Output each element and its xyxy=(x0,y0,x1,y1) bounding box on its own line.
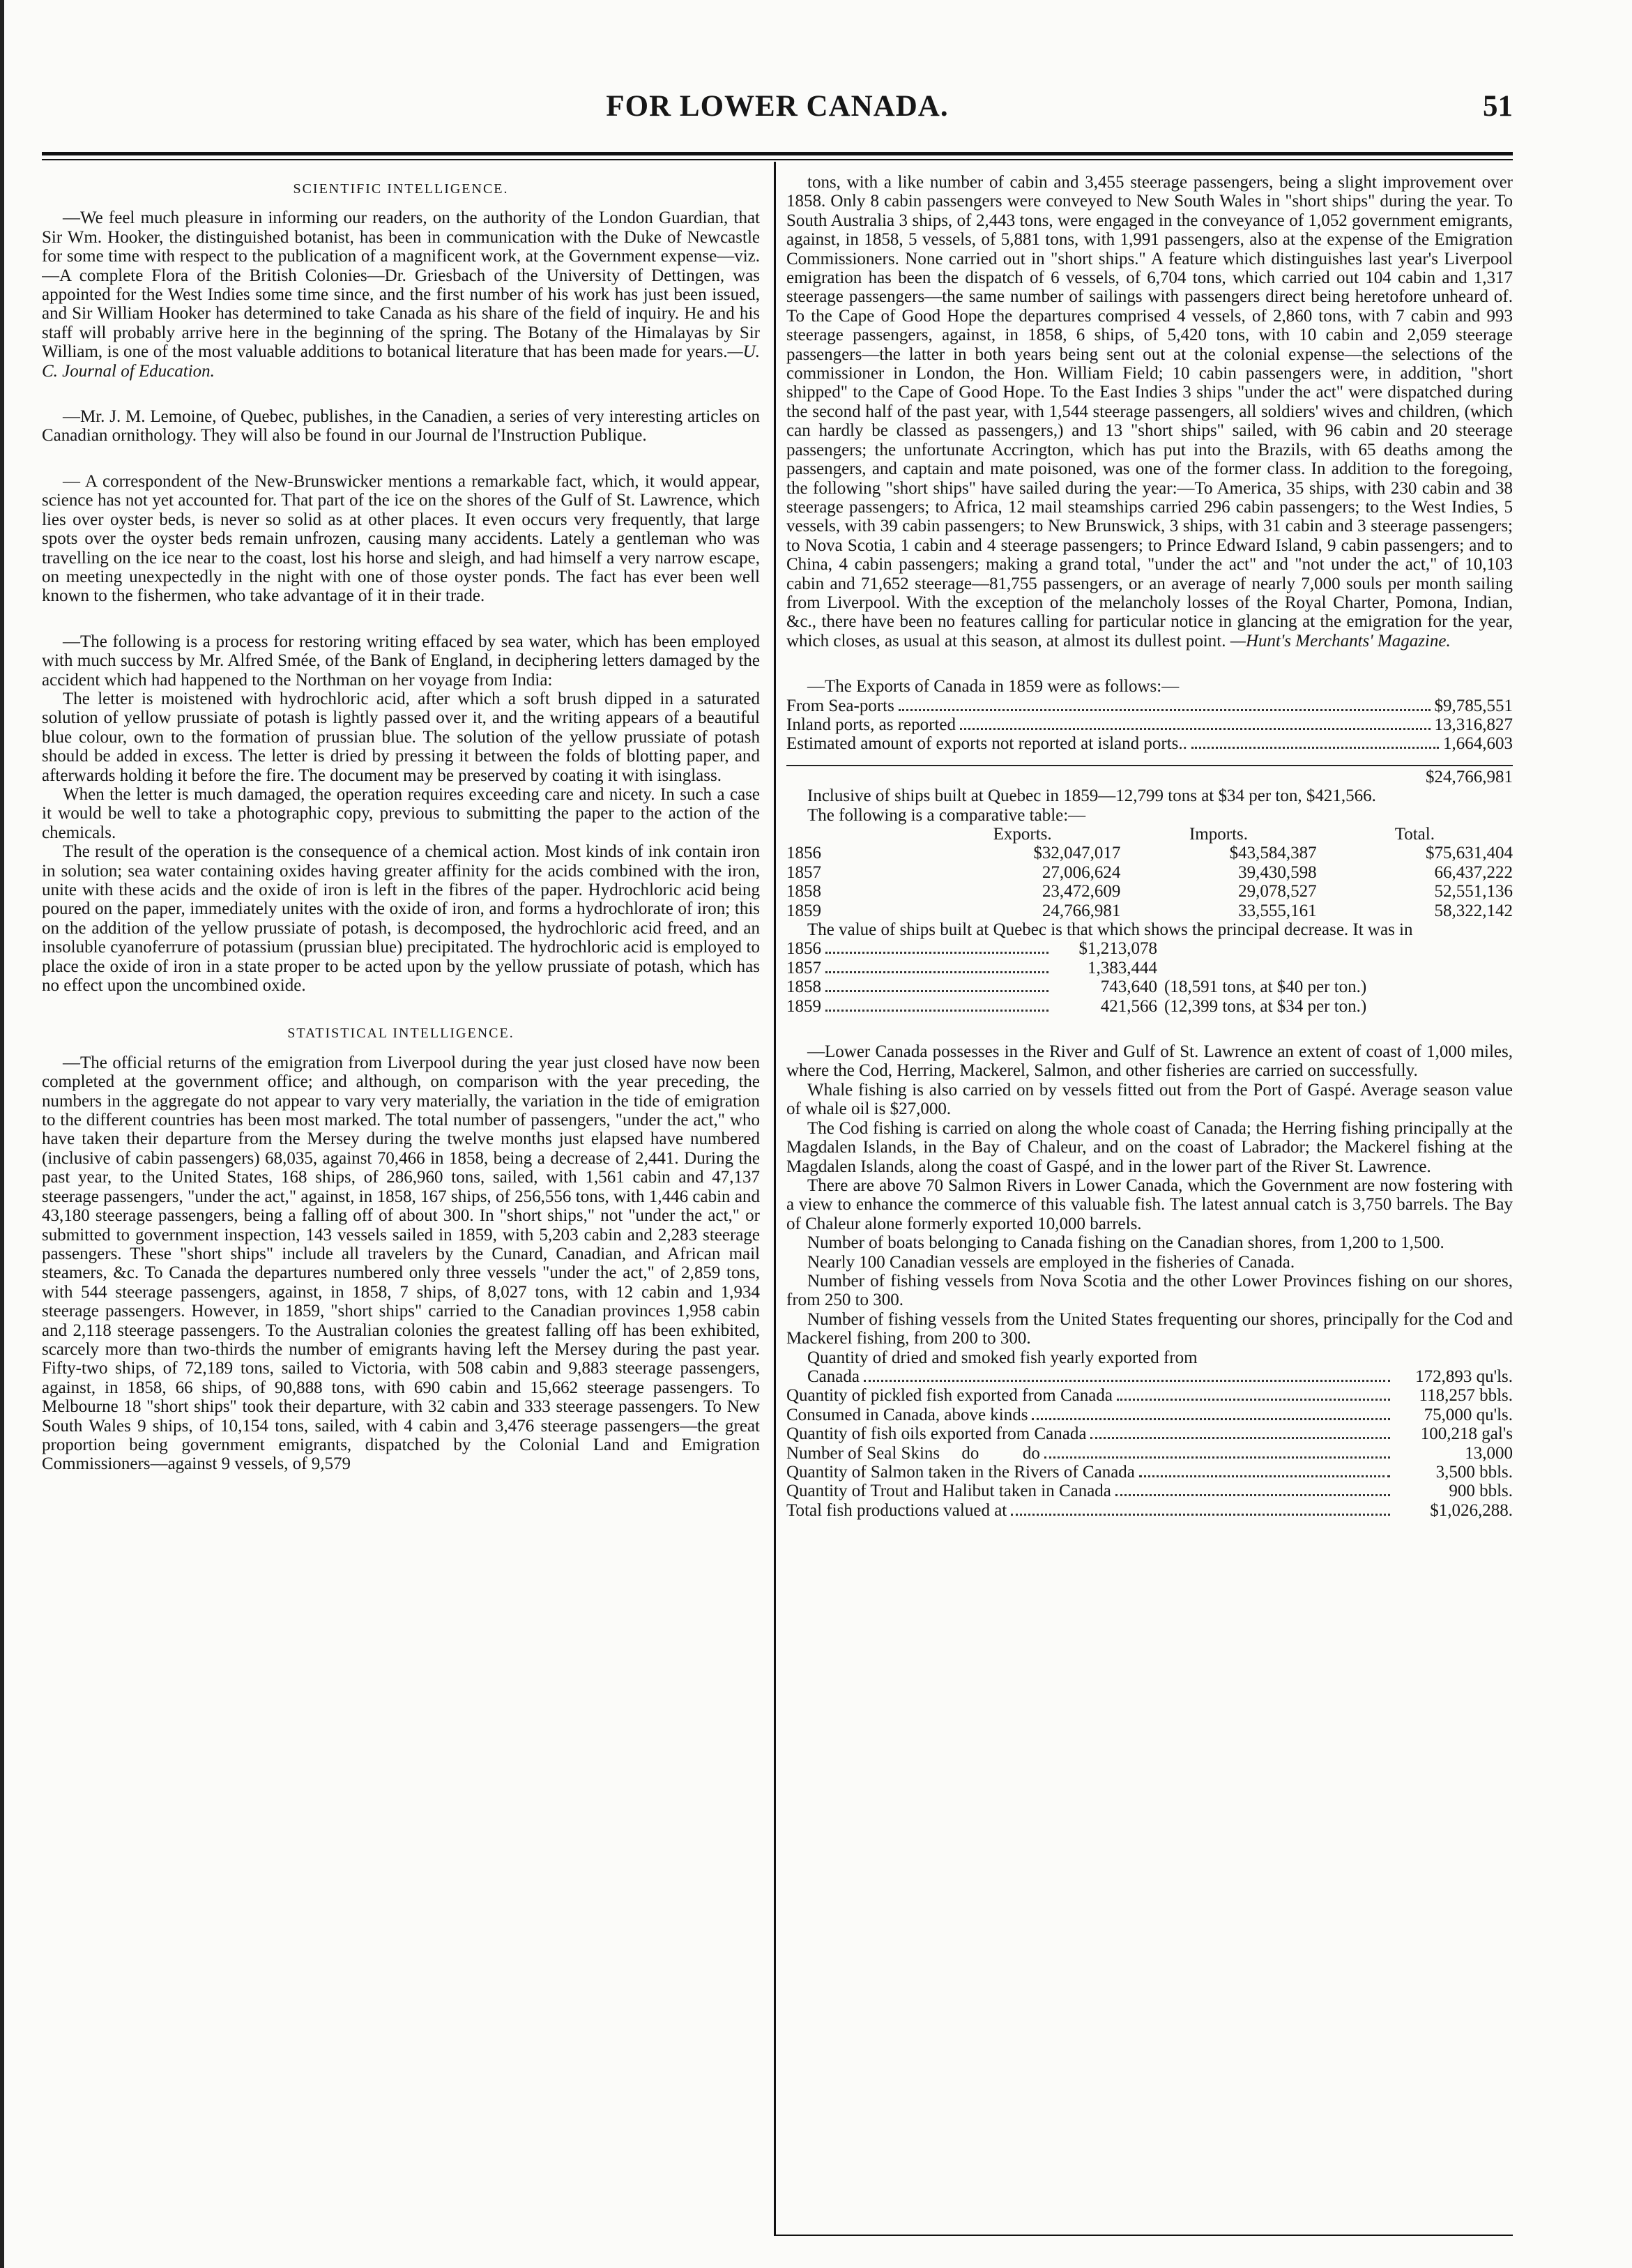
export-label: From Sea-ports xyxy=(786,696,894,715)
leader-dots xyxy=(825,952,1048,954)
salmon-paragraph: There are above 70 Salmon Rivers in Lower Canada, which the Government are now fostering with a view to enhance the commerce of this valuable fish. The latest annual catch is 3,750 barrels. The Bay of Chaleur alone formerly exported 10,000 barrels. xyxy=(786,1175,1513,1233)
value-ships-note: The value of ships built at Quebec is that which shows the principal decrease. It was in xyxy=(807,920,1413,940)
fish-stat-row xyxy=(786,1424,1513,1443)
built-row xyxy=(786,939,1513,958)
row-total: 52,551,136 xyxy=(1434,882,1513,901)
export-row xyxy=(786,715,1513,734)
row-year: 1858 xyxy=(786,882,821,901)
footer-rule xyxy=(774,2235,1513,2236)
fish-stat-label: Quantity of Trout and Halibut taken in Canada xyxy=(786,1482,1111,1501)
table-row xyxy=(786,863,1513,882)
exports-intro: —The Exports of Canada in 1859 were as follows:— xyxy=(807,677,1180,697)
row-exports: 23,472,609 xyxy=(1042,882,1121,901)
page-header xyxy=(42,89,1513,131)
leader-dots xyxy=(1139,1475,1390,1477)
table-row xyxy=(786,901,1513,920)
header-imports: Imports. xyxy=(1189,825,1248,844)
built-value: 421,566 xyxy=(1100,996,1157,1016)
fish-stat-row xyxy=(786,1367,1513,1386)
leader-dots xyxy=(960,728,1431,730)
oyster-paragraph: — A correspondent of the New-Brunswicker mentions a remarkable fact, which, it would appear, science has not yet accounted for. That part of the ice on the shores of the Gulf of St. Lawrence, which lies over oyster beds, is never so solid as at other places. It even occurs very frequently, that large spots over the oyster beds remain unfrozen, causing many accidents. Lately a gentleman who was travelling on the ice near to the coast, lost his horse and sleigh, and had himself a very narrow escape, on meeting unexpectedly in the night with one of those oyster ponds. The fact has ever been well known to the fishermen, who take advantage of it in their trade. xyxy=(42,471,760,606)
header-rule-thin xyxy=(42,159,1513,160)
built-row xyxy=(786,997,1513,1016)
fish-stat-label: Consumed in Canada, above kinds xyxy=(786,1405,1028,1424)
built-year: 1858 xyxy=(786,977,821,997)
built-note: (12,399 tons, at $34 per ton.) xyxy=(1164,996,1367,1016)
writing-intro-paragraph: —The following is a process for restoring writing effaced by sea water, which has been employed with much success by Mr. Alfred Smée, of the Bank of England, in deciphering letters damaged by the accident which had happened to the Northman on her voyage from India: xyxy=(42,632,760,690)
writing-chemistry-paragraph: The result of the operation is the consequence of a chemical action. Most kinds of ink contain iron in solution; sea water containing oxides having greater affinity for the acids combined with the iron, unite with these acids and the oxide of iron is left in the fibres of the paper. Hydrochloric acid being poured on the paper, immediately unites with the oxide of iron, and forms a hydrochlorate of iron; this on the addition of the yellow prussiate of potash, is decomposed, the hydrochloric acid freed, and an insoluble cyanoferrure of potassium (prussian blue) precipitated. The hydrochloric acid is employed to place the oxide of iron in a state proper to be acted upon by the yellow prussiate of potash, which has no effect upon the uncombined oxide. xyxy=(42,842,760,996)
cod-paragraph: The Cod fishing is carried on along the whole coast of Canada; the Herring fishing principally at the Magdalen Islands, in the Bay of Chaleur, and on the coast of Labrador; the Mackerel fishing at the Magdalen Islands, along the coast of Gaspé, and in the lower part of the River St. Lawrence. xyxy=(786,1118,1513,1176)
export-value: 13,316,827 xyxy=(1434,715,1513,734)
built-row xyxy=(786,977,1513,996)
leader-dots xyxy=(825,990,1048,992)
comparative-intro: The following is a comparative table:— xyxy=(807,805,1086,825)
fish-stat-row xyxy=(786,1386,1513,1405)
fish-coast-paragraph: —Lower Canada possesses in the River and Gulf of St. Lawrence an extent of coast of 1,000 miles, where the Cod, Herring, Mackerel, Salmon, and other fisheries are carried on successfully. xyxy=(786,1042,1513,1081)
hooker-paragraph xyxy=(42,208,760,381)
fish-stat-value: 75,000 qu'ls. xyxy=(1424,1405,1513,1424)
ships-built-note: Inclusive of ships built at Quebec in 1859—12,799 tons at $34 per ton, $421,566. xyxy=(807,786,1376,806)
fish-stat-value: 172,893 qu'ls. xyxy=(1415,1367,1513,1386)
built-value: $1,213,078 xyxy=(1078,939,1157,959)
emigration-paragraph: —The official returns of the emigration from Liverpool during the year just closed have now been completed at the government office; and although, on comparison with the year preceding, the numbers in the aggregate do not appear to vary very materially, the variation in the tide of emigration to the different countries has been most marked. The total number of passengers, "under the act," who have taken their departure from the Mersey during the twelve months just elapsed have numbered (inclusive of cabin passengers) 68,035, against 70,466 in 1858, being a decrease of 2,441. During the past year, to the United States, 168 ships, of 286,960 tons, sailed, with 1,561 cabin and 47,137 steerage passengers, "under the act," against, in 1858, 167 ships, of 256,556 tons, with 1,446 cabin and 43,180 steerage passengers, being a falling off of about 300. In "short ships," not "under the act," or submitted to government inspection, 143 vessels sailed in 1859, with 5,203 cabin and 2,283 steerage passengers. These "short ships" include all travelers by the Cunard, Canadian, and African mail steamers, &c. To Canada the departures numbered only three vessels "under the act," of 2,859 tons, with 544 steerage passengers, against, in 1858, 7 ships, of 8,027 tons, with 12 cabin and 1,934 steerage passengers. However, in 1859, "short ships" carried to the Canadian provinces 1,958 cabin and 2,118 steerage passengers. To the Australian colonies the greatest falling off has been exhibited, scarcely more than two-thirds the number of emigrants having left the Mersey during the past year. Fifty-two ships, of 72,189 tons, sailed to Victoria, with 508 cabin and 9,883 steerage passengers, against, in 1858, 66 ships, of 90,888 tons, with 690 cabin and 15,662 steerage passengers. To Melbourne 18 "short ships" took their departure, with 32 cabin and 333 steerage passengers. To New South Wales 9 ships, of 10,154 tons, sailed, with 4 cabin and 3,476 steerage passengers—the great proportion being government emigrants, dispatched by the Colonial Land and Emigration Commissioners—against 9 vessels, of 9,579 xyxy=(42,1053,760,1474)
lemoine-paragraph: —Mr. J. M. Lemoine, of Quebec, publishes, in the Canadien, a series of very interesting articles on Canadian ornithology. They will also be found in our Journal de l'Instruction Publique. xyxy=(42,407,760,446)
row-year: 1859 xyxy=(786,901,821,920)
left-column xyxy=(42,173,760,2237)
nova-scotia-paragraph: Number of fishing vessels from Nova Scotia and the other Lower Provinces fishing on our shores, from 250 to 300. xyxy=(786,1271,1513,1310)
built-value: 743,640 xyxy=(1100,977,1157,997)
fish-stat-row xyxy=(786,1501,1513,1520)
whale-paragraph: Whale fishing is also carried on by vessels fitted out from the Port of Gaspé. Average season value of whale oil is $27,000. xyxy=(786,1080,1513,1119)
row-imports: $43,584,387 xyxy=(1229,844,1317,863)
leader-dots xyxy=(1044,1456,1390,1459)
fish-stat-label: Canada xyxy=(807,1367,860,1386)
fish-stat-label: Quantity of Salmon taken in the Rivers of Canada xyxy=(786,1463,1135,1482)
row-total: 58,322,142 xyxy=(1434,901,1513,920)
row-imports: 39,430,598 xyxy=(1238,862,1317,882)
vessels-paragraph: Nearly 100 Canadian vessels are employed in the fisheries of Canada. xyxy=(807,1252,1295,1272)
leader-dots xyxy=(1117,1399,1390,1401)
leader-dots xyxy=(825,971,1048,973)
row-exports: 24,766,981 xyxy=(1042,901,1121,920)
built-year: 1857 xyxy=(786,958,821,977)
writing-damage-paragraph: When the letter is much damaged, the operation requires exceeding care and nicety. In such a case it would be well to take a photographic copy, previous to submitting the paper to the action of the chemicals. xyxy=(42,784,760,842)
export-value: 1,664,603 xyxy=(1443,734,1513,754)
row-exports: $32,047,017 xyxy=(1033,844,1121,863)
leader-dots xyxy=(1011,1514,1390,1516)
page-number: 51 xyxy=(1483,90,1513,123)
leader-dots xyxy=(1191,747,1439,749)
exports-total: $24,766,981 xyxy=(786,765,1513,786)
export-label: Estimated amount of exports not reported at island ports.. xyxy=(786,734,1187,754)
export-label: Inland ports, as reported xyxy=(786,715,956,734)
row-year: 1857 xyxy=(786,862,821,882)
leader-dots xyxy=(1090,1437,1390,1439)
fish-stat-row xyxy=(786,1406,1513,1424)
row-year: 1856 xyxy=(786,844,821,863)
built-value: 1,383,444 xyxy=(1088,958,1157,977)
comparative-table xyxy=(786,825,1513,920)
fish-stat-value: 900 bbls. xyxy=(1449,1482,1513,1501)
fish-stat-label: Number of Seal Skins do do xyxy=(786,1443,1040,1463)
exports-list xyxy=(786,697,1513,787)
table-row xyxy=(786,844,1513,862)
emigration-continued-text: tons, with a like number of cabin and 3,455 steerage passengers, being a slight improvement over 1858. Only 8 cabin passengers were conveyed to New South Wales in "short ships" during the year. To South Australia 3 ships, of 2,443 tons, were engaged in the conveyance of 1,052 government emigrants, against, in 1858, 5 vessels, of 5,881 tons, with 1,991 passengers, also at the expense of the Emigration Commissioners. None carried out in "short ships." A feature which distinguishes last year's Liverpool emigration has been the dispatch of 6 vessels, of 6,704 tons, which carried out 104 cabin and 1,317 steerage passengers—the same number of sailings with passengers direct being heretofore unheard of. To the Cape of Good Hope the departures comprised 4 vessels, of 2,860 tons, with 7 cabin and 993 steerage passengers, against, in 1858, 6 ships, of 5,420 tons, with 10 cabin and 2,059 steerage passengers—the latter in both years being sent out at the colonial expense—the selections of the commissioner in London, the Hon. William Field; 10 cabin passengers were, in addition, "short shipped" to the Cape of Good Hope. To the East Indies 3 ships "under the act" were dispatched during the second half of the past year, with 1,544 steerage passengers, all soldiers' wives and children, (which can hardly be classed as passengers,) and 13 "short ships" sailed, with 96 cabin and 20 steerage passengers; the unfortunate Accrington, which has put into the Brazils, with 65 deaths among the passengers, and captain and mate poisoned, was one of the former class. In addition to the foregoing, the following "short ships" have sailed during the year:—To America, 35 ships, with 230 cabin and 38 steerage passengers; to Africa, 12 mail steamships carried 296 cabin passengers; to the West Indies, 5 vessels, with 39 cabin passengers; to New Brunswick, 3 ships, with 31 cabin and 3 steerage passengers; to Nova Scotia, 1 cabin and 4 steerage passengers; to Prince Edward Island, 9 cabin passengers; and to China, 4 cabin passengers; making a grand total, "under the act" and "not under the act," of 10,103 cabin and 71,652 steerage—81,755 passengers, or an average of nearly 7,000 souls per month sailing from Liverpool. With the exception of the melancholy losses of the Royal Charter, Pomona, Indian, &c., there have been no features calling for particular notice in glancing at the emigration for the year, which closes, as usual at this season, at almost its dullest point. xyxy=(786,173,1513,650)
us-vessels-paragraph: Number of fishing vessels from the United States frequenting our shores, principally for the Cod and Mackerel fishing, from 200 to 300. xyxy=(786,1309,1513,1348)
header-year xyxy=(786,825,924,844)
row-imports: 33,555,161 xyxy=(1238,901,1317,920)
fish-stat-value: 13,000 xyxy=(1465,1443,1513,1463)
boats-paragraph: Number of boats belonging to Canada fishing on the Canadian shores, from 1,200 to 1,500. xyxy=(807,1233,1444,1253)
leader-dots xyxy=(1032,1418,1390,1420)
row-exports: 27,006,624 xyxy=(1042,862,1121,882)
column-divider xyxy=(774,162,776,2236)
row-total: 66,437,222 xyxy=(1434,862,1513,882)
ships-built-list xyxy=(786,939,1513,1016)
built-note: (18,591 tons, at $40 per ton.) xyxy=(1164,977,1367,997)
fish-stat-row xyxy=(786,1482,1513,1500)
hooker-text: —We feel much pleasure in informing our readers, on the authority of the London Guardian, that Sir Wm. Hooker, the distinguished botanist, has been in communication with the Duke of Newcastle for some time with respect to the publication of a magnificent work, at the Government expense—viz.—A complete Flora of the British Colonies—Dr. Griesbach of the University of Dettingen, was appointed for the West Indies some time since, and the first number of his work has just been issued, and Sir William Hooker has determined to take Canada as his share of the field of inquiry. He and his staff will probably arrive here in the beginning of the spring. The Botany of the Himalayas by Sir William, is one of the most valuable additions to botanical literature that has been made for years. xyxy=(42,208,760,362)
built-row xyxy=(786,959,1513,977)
export-row xyxy=(786,734,1513,753)
statistical-heading: STATISTICAL INTELLIGENCE. xyxy=(287,1026,514,1042)
row-total: $75,631,404 xyxy=(1426,844,1513,863)
writing-method-paragraph: The letter is moistened with hydrochloric acid, after which a soft brush dipped in a saturated solution of yellow prussiate of potash is lightly passed over it, and the writing appears of a beautiful blue colour, own to the formation of prussian blue. The solution of the yellow prussiate of potash should be added in excess. The letter is dried by pressing it between the folds of blotting paper, and afterwards holding it before the fire. The document may be preserved by coating it with isinglass. xyxy=(42,689,760,785)
header-exports: Exports. xyxy=(993,825,1052,844)
fish-stat-label: Quantity of fish oils exported from Canada xyxy=(786,1424,1087,1444)
built-year: 1856 xyxy=(786,939,821,959)
table-row xyxy=(786,882,1513,901)
leader-dots xyxy=(1115,1494,1390,1496)
comparative-header-row xyxy=(786,825,1513,844)
emigration-continued-paragraph xyxy=(786,173,1513,650)
leader-dots xyxy=(864,1380,1390,1382)
scientific-heading: SCIENTIFIC INTELLIGENCE. xyxy=(293,181,509,197)
running-title: FOR LOWER CANADA. xyxy=(606,90,949,123)
header-total: Total. xyxy=(1394,825,1435,844)
header-rule-thick xyxy=(42,152,1513,155)
right-column xyxy=(786,173,1513,2237)
row-imports: 29,078,527 xyxy=(1238,882,1317,901)
fish-stat-row xyxy=(786,1444,1513,1463)
fish-stat-value: 118,257 bbls. xyxy=(1419,1386,1513,1406)
export-value: $9,785,551 xyxy=(1434,696,1513,715)
fish-stat-value: $1,026,288. xyxy=(1430,1500,1513,1520)
fish-stat-label: Total fish productions valued at xyxy=(786,1500,1007,1520)
fish-stat-row xyxy=(786,1463,1513,1482)
scan-left-edge xyxy=(0,0,4,2268)
hunts-source: —Hunt's Merchants' Magazine. xyxy=(1230,631,1451,650)
dried-fish-paragraph: Quantity of dried and smoked fish yearly exported from xyxy=(807,1348,1198,1367)
fish-stat-value: 100,218 gal's xyxy=(1420,1424,1513,1444)
leader-dots xyxy=(899,709,1431,711)
fish-stat-label: Quantity of pickled fish exported from Canada xyxy=(786,1386,1113,1406)
fish-stat-value: 3,500 bbls. xyxy=(1435,1463,1513,1482)
hooker-source: —U. C. Journal of Education. xyxy=(42,342,760,381)
fish-stats-list xyxy=(786,1367,1513,1520)
export-row xyxy=(786,697,1513,715)
leader-dots xyxy=(825,1010,1048,1012)
built-year: 1859 xyxy=(786,996,821,1016)
